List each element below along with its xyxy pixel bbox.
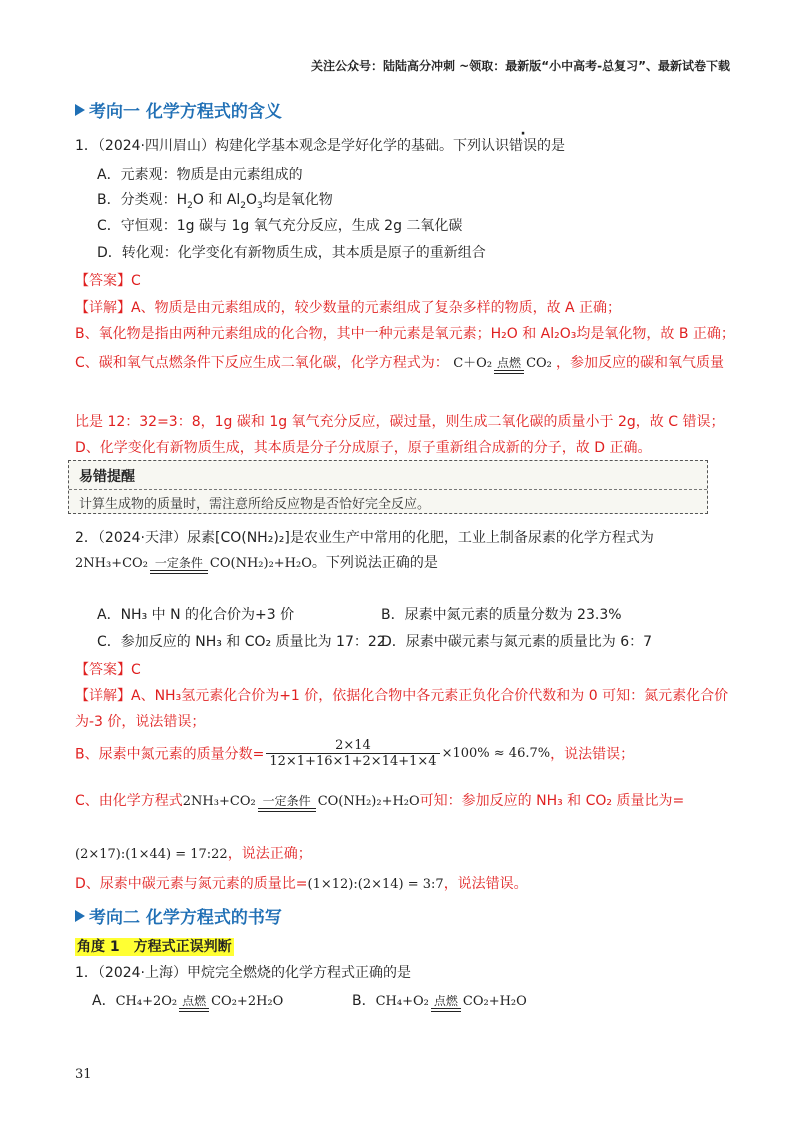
q2-answer: 【答案】C — [75, 662, 141, 678]
tip-title: 易错提醒 — [79, 469, 135, 485]
tip-box — [68, 460, 708, 514]
page-number: 31 — [75, 1067, 92, 1082]
q2-detail-d: D、尿素中碳元素与氮元素的质量比=(1×12):(2×14) = 3:7，说法错误。 — [75, 876, 528, 892]
section-title-2: 考向二 化学方程式的书写 — [75, 903, 282, 928]
q1-detail-c-cont: 比是 12：32=3：8，1g 碳和 1g 氧气充分反应，碳过量，则生成二氧化碳的质量小于 2g，故 C 错误； — [75, 414, 725, 430]
section-title-1 — [75, 97, 282, 122]
q1-option-c: C．守恒观：1g 碳与 1g 氧气充分反应，生成 2g 二氧化碳 — [97, 218, 463, 234]
section-title-text: 考向一 化学方程式的含义 — [89, 102, 282, 122]
q2-option-b: B．尿素中氮元素的质量分数为 23.3% — [381, 607, 622, 623]
q1-stem: 1．（2024·四川眉山）构建化学基本观念是学好化学的基础。下列认识错误的是 — [75, 138, 565, 154]
q2-detail-a: 【详解】A、NH₃氢元素化合价为+1 价，依据化合物中各元素正负化合价代数和为 0 可知：氮元素化合价 — [75, 688, 729, 704]
q2-stem: 2．（2024·天津）尿素[CO(NH₂)₂]是农业生产中常用的化肥，工业上制备尿素的化学方程式为 — [75, 530, 654, 546]
q3-option-a: A．CH₄+2O₂ 点燃 CO₂+2H₂O — [92, 990, 283, 1012]
q1-detail-c: C、碳和氧气点燃条件下反应生成二氧化碳，化学方程式为： C＋O₂ 点燃 CO₂ ，参加反应的碳和氧气质量 — [75, 352, 724, 374]
q2-option-a: A．NH₃ 中 N 的化合价为+3 价 — [97, 607, 295, 623]
q3-option-b: B．CH₄+O₂ 点燃 CO₂+H₂O — [352, 990, 527, 1012]
triangle-icon — [75, 104, 85, 116]
equation-c-o2: C＋O₂ 点燃 CO₂ — [453, 356, 556, 371]
q2-detail-c: C、由化学方程式2NH₃+CO₂ 一定条件 CO(NH₂)₂+H₂O可知：参加反应的 NH₃ 和 CO₂ 质量比为= — [75, 790, 684, 812]
urea-equation-2: 2NH₃+CO₂ 一定条件 CO(NH₂)₂+H₂O — [183, 794, 420, 809]
q1-answer: 【答案】C — [75, 273, 141, 289]
fraction: $\frac{2\times 14}{12\times 1+16\times 1+2\times 14+1\times 4}$ — [266, 738, 439, 769]
q1-detail-a: 【详解】A、物质是由元素组成的，较少数量的元素组成了复杂多样的物质，故 A 正确； — [75, 300, 622, 316]
q2-detail-b: B、尿素中氮元素的质量分数= $\frac{2\times 14}{12\times 1+16\times 1+2\times 14+1\times 4}$ ×100% ≈ 46.7%，说法错误； — [75, 738, 635, 769]
q1-option-a: A．元素观：物质是由元素组成的 — [97, 167, 303, 183]
q3-stem: 1．（2024·上海）甲烷完全燃烧的化学方程式正确的是 — [75, 965, 411, 981]
angle-label: 角度 1 方程式正误判断 — [77, 939, 232, 955]
q2-option-d: D．尿素中碳元素与氮元素的质量比为 6：7 — [381, 634, 653, 650]
q1-option-d: D．转化观：化学变化有新物质生成，其本质是原子的重新组合 — [97, 245, 486, 261]
header-note: 关注公众号：陆陆高分冲刺 ~领取：最新版“小中高考-总复习”、最新试卷下载 — [311, 59, 730, 73]
q2-detail-a-cont: 为-3 价，说法错误； — [75, 714, 206, 730]
urea-equation: 2NH₃+CO₂ 一定条件 CO(NH₂)₂+H₂O — [75, 556, 312, 571]
q1-option-b: B．分类观：$H_2O$ 和 $Al_2O_3$均是氧化物 — [97, 192, 333, 211]
q1-detail-b: B、氧化物是指由两种元素组成的化合物，其中一种元素是氧元素；H₂O 和 Al₂O₃均是氧化物，故 B 正确； — [75, 326, 735, 342]
emphasis-dotted: 错误 — [509, 138, 537, 154]
triangle-icon — [75, 910, 85, 922]
q2-option-c: C．参加反应的 NH₃ 和 CO₂ 质量比为 17：22 — [97, 634, 386, 650]
tip-body: 计算生成物的质量时，需注意所给反应物是否恰好完全反应。 — [79, 497, 431, 512]
q2-equation-line: 2NH₃+CO₂ 一定条件 CO(NH₂)₂+H₂O。下列说法正确的是 — [75, 552, 438, 574]
q2-detail-c-cont: (2×17):(1×44) = 17:22，说法正确； — [75, 846, 312, 862]
q1-detail-d: D、化学变化有新物质生成，其本质是分子分成原子，原子重新组合成新的分子，故 D 正确。 — [75, 440, 652, 456]
